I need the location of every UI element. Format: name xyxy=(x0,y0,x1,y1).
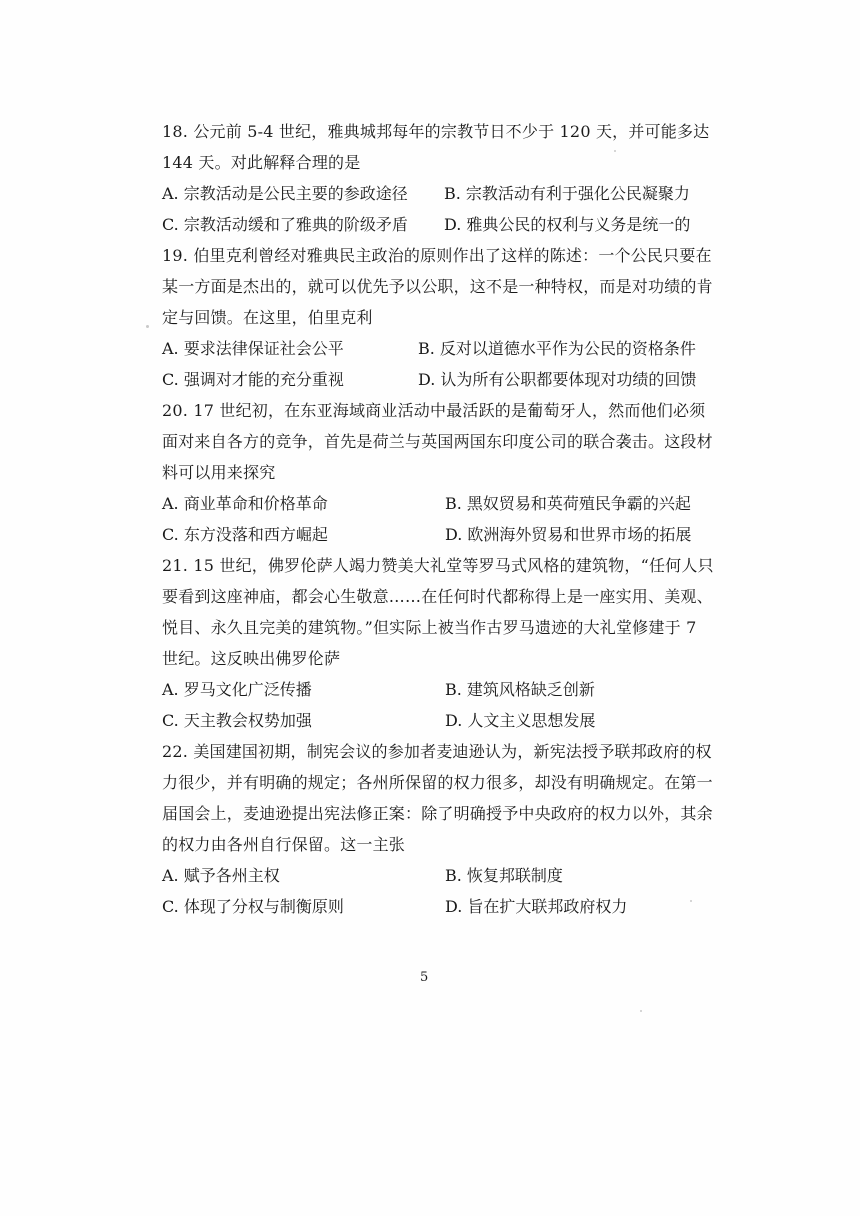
question-22 xyxy=(162,736,722,922)
question-20-option-d: D. 欧洲海外贸易和世界市场的拓展 xyxy=(445,525,692,544)
question-22-options-row-2 xyxy=(162,891,722,922)
scan-speck xyxy=(146,325,149,328)
question-20-option-b: B. 黑奴贸易和英荷殖民争霸的兴起 xyxy=(445,494,691,513)
question-19-options-row-2 xyxy=(162,364,722,395)
question-list xyxy=(162,116,722,922)
scan-speck xyxy=(690,900,692,902)
question-18-option-d: D. 雅典公民的权利与义务是统一的 xyxy=(444,215,691,234)
question-22-option-b: B. 恢复邦联制度 xyxy=(445,866,563,885)
question-19-stem-line-3: 定与回馈。在这里，伯里克利 xyxy=(162,308,373,327)
question-19-option-a: A. 要求法律保证社会公平 xyxy=(162,339,344,358)
question-21-options-row-2 xyxy=(162,705,722,736)
question-18-options-row-2 xyxy=(162,209,722,240)
question-21-option-d: D. 人文主义思想发展 xyxy=(445,711,596,730)
question-21-options-row-1 xyxy=(162,674,722,705)
question-22-options-row-1 xyxy=(162,860,722,891)
question-21-stem-line-4: 世纪。这反映出佛罗伦萨 xyxy=(162,649,341,668)
scan-speck xyxy=(614,150,616,152)
question-21-option-b: B. 建筑风格缺乏创新 xyxy=(445,680,595,699)
question-21-option-a: A. 罗马文化广泛传播 xyxy=(162,680,312,699)
question-22-stem-line-2: 力很少，并有明确的规定；各州所保留的权力很多，却没有明确规定。在第一 xyxy=(162,773,713,792)
question-21-stem-line-3: 悦目、永久且完美的建筑物。”但实际上被当作古罗马遗迹的大礼堂修建于 7 xyxy=(162,618,697,637)
question-19-option-b: B. 反对以道德水平作为公民的资格条件 xyxy=(418,339,696,358)
question-19-options-row-1 xyxy=(162,333,722,364)
question-20-stem-line-3: 料可以用来探究 xyxy=(162,463,276,482)
question-22-option-a: A. 赋予各州主权 xyxy=(162,866,280,885)
question-18-options-row-1 xyxy=(162,178,722,209)
question-20-options-row-2 xyxy=(162,519,722,550)
scan-speck xyxy=(640,1010,642,1012)
question-18-option-b: B. 宗教活动有利于强化公民凝聚力 xyxy=(444,184,690,203)
question-22-stem-line-1: 22. 美国建国初期，制宪会议的参加者麦迪逊认为，新宪法授予联邦政府的权 xyxy=(162,742,712,761)
question-20-options-row-1 xyxy=(162,488,722,519)
question-18-option-a: A. 宗教活动是公民主要的参政途径 xyxy=(162,184,408,203)
question-21-stem-line-1: 21. 15 世纪，佛罗伦萨人竭力赞美大礼堂等罗马式风格的建筑物，“任何人只 xyxy=(162,556,714,575)
question-18 xyxy=(162,116,722,240)
question-19-stem-line-1: 19. 伯里克利曾经对雅典民主政治的原则作出了这样的陈述：一个公民只要在 xyxy=(162,246,712,265)
question-20-stem-line-1: 20. 17 世纪初，在东亚海域商业活动中最活跃的是葡萄牙人，然而他们必须 xyxy=(162,401,706,420)
question-21 xyxy=(162,550,722,736)
question-22-option-c: C. 体现了分权与制衡原则 xyxy=(162,897,344,916)
question-19-option-d: D. 认为所有公职都要体现对功绩的回馈 xyxy=(418,370,697,389)
question-20 xyxy=(162,395,722,550)
question-20-option-c: C. 东方没落和西方崛起 xyxy=(162,525,328,544)
question-22-stem-line-4: 的权力由各州自行保留。这一主张 xyxy=(162,835,406,854)
question-22-stem-line-3: 届国会上，麦迪逊提出宪法修正案：除了明确授予中央政府的权力以外，其余 xyxy=(162,804,713,823)
question-19-stem-line-2: 某一方面是杰出的，就可以优先予以公职，这不是一种特权，而是对功绩的肯 xyxy=(162,277,713,296)
question-21-stem-line-2: 要看到这座神庙，都会心生敬意……在任何时代都称得上是一座实用、美观、 xyxy=(162,587,713,606)
question-21-option-c: C. 天主教会权势加强 xyxy=(162,711,312,730)
question-18-option-c: C. 宗教活动缓和了雅典的阶级矛盾 xyxy=(162,215,408,234)
question-18-stem-line-1: 18. 公元前 5-4 世纪，雅典城邦每年的宗教节日不少于 120 天，并可能多达 xyxy=(162,122,710,141)
question-20-stem-line-2: 面对来自各方的竞争，首先是荷兰与英国两国东印度公司的联合袭击。这段材 xyxy=(162,432,713,451)
question-19 xyxy=(162,240,722,395)
question-20-option-a: A. 商业革命和价格革命 xyxy=(162,494,328,513)
question-22-option-d: D. 旨在扩大联邦政府权力 xyxy=(445,897,628,916)
page-number: 5 xyxy=(420,970,429,985)
question-18-stem-line-2: 144 天。对此解释合理的是 xyxy=(162,153,361,172)
question-19-option-c: C. 强调对才能的充分重视 xyxy=(162,370,344,389)
